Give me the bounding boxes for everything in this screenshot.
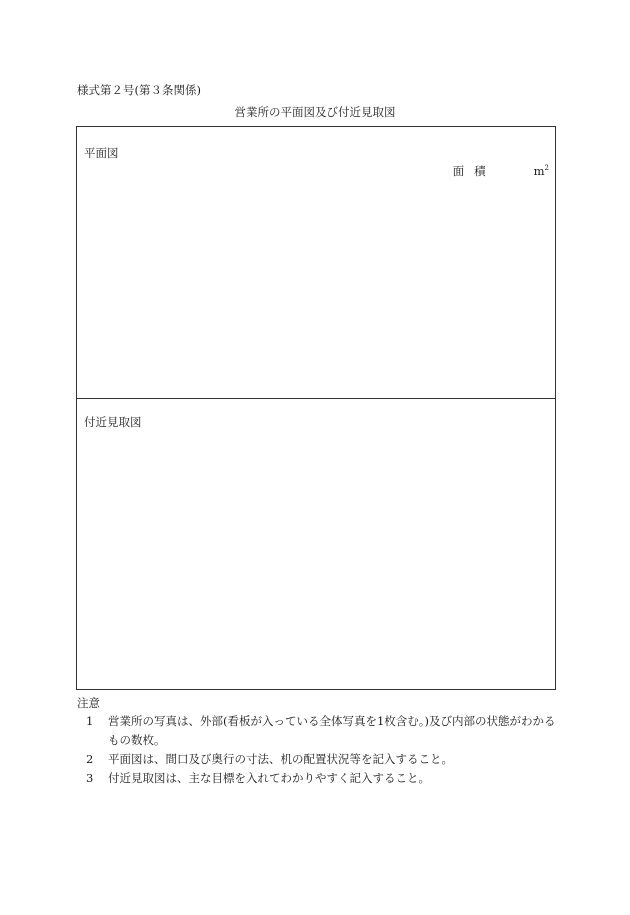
note-number: 1 <box>86 714 94 728</box>
area-unit <box>534 164 549 178</box>
note-number: 2 <box>86 752 94 766</box>
area-unit-base: m <box>533 164 545 178</box>
note-item-1 <box>86 712 556 750</box>
note-text: 平面図は、間口及び奥行の寸法、机の配置状況等を記入すること。 <box>108 752 453 766</box>
note-text: 営業所の写真は、外部(看板が入っている全体写真を1枚含む。)及び内部の状態がわかるもの数枚。 <box>108 714 556 747</box>
area-label: 面積 <box>452 164 496 178</box>
area-unit-exponent: 2 <box>544 164 549 173</box>
note-number: 3 <box>86 771 94 785</box>
notes-list <box>86 712 556 788</box>
page-title: 営業所の平面図及び付近見取図 <box>234 105 396 119</box>
form-frame <box>76 126 556 690</box>
form-number: 様式第２号(第３条関係) <box>77 83 201 97</box>
floor-plan-label: 平面図 <box>84 146 119 160</box>
vicinity-map-label: 付近見取図 <box>84 415 142 429</box>
area-field <box>453 163 549 179</box>
note-item-2 <box>86 750 556 769</box>
note-text: 付近見取図は、主な目標を入れてわかりやすく記入すること。 <box>108 771 430 785</box>
notes-heading: 注意 <box>77 696 100 710</box>
section-divider <box>77 398 555 399</box>
note-item-3 <box>86 769 556 788</box>
